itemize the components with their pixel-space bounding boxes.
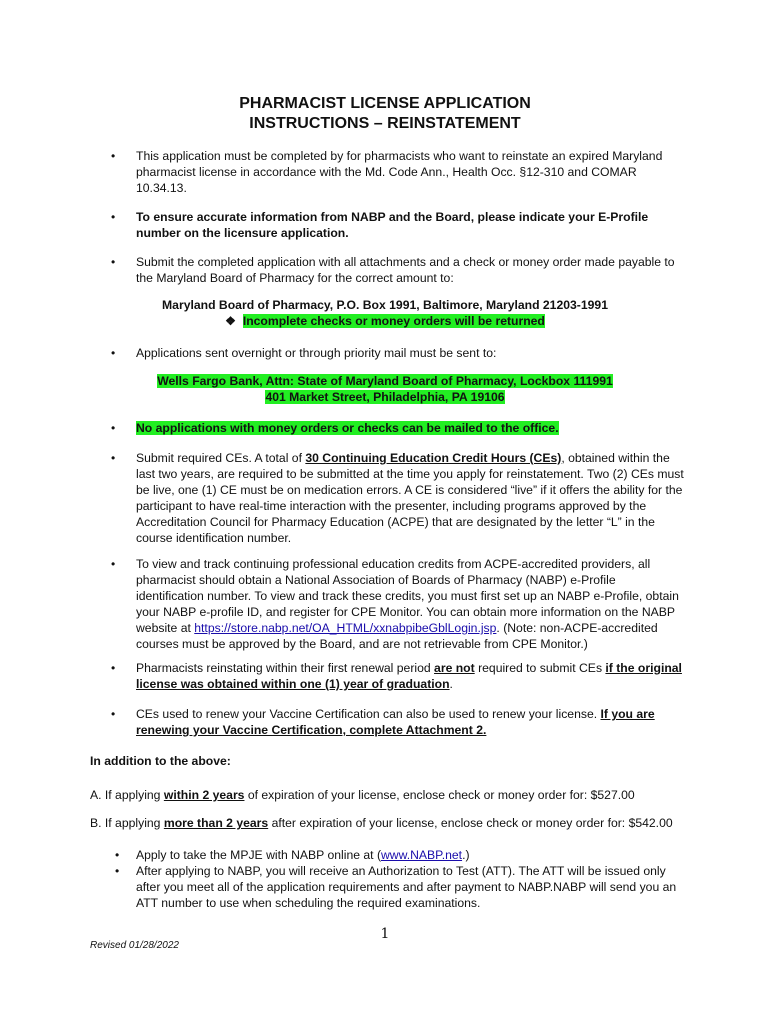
diamond-bullet-icon: ❖ [225, 314, 237, 328]
page-title [0, 94, 770, 134]
incomplete-warning [0, 313, 770, 329]
mpje-text-end: .) [462, 848, 470, 862]
bullet-marker: • [115, 848, 120, 862]
first-renewal-text-start: Pharmacists reinstating within their first renewal period [136, 661, 435, 675]
no-office-mail-text: No applications with money orders or checks can be mailed to the office. [136, 421, 559, 435]
page-number: 1 [380, 926, 390, 942]
bullet-marker: • [111, 346, 116, 360]
lockbox-address-line-2: 401 Market Street, Philadelphia, PA 19106 [265, 390, 505, 404]
option-a-within-2-years [90, 787, 690, 803]
first-renewal-text-mid: required to submit CEs [474, 661, 606, 675]
bullet-marker: • [111, 557, 116, 571]
instruction-first-renewal [136, 660, 686, 692]
within-2-years-emphasis: within 2 years [163, 788, 245, 802]
bullet-marker: • [111, 210, 116, 224]
instruction-no-office-mail [136, 420, 686, 436]
bullet-marker: • [111, 255, 116, 269]
instruction-expired-license: This application must be completed by for pharmacists who want to reinstate an expired Maryland pharmacist license in accordance with the Md. Code Ann., Health Occ. §12-310 and COMAR 10.34.13. [136, 149, 663, 195]
bullet-marker: • [115, 864, 120, 878]
nabp-store-link[interactable]: https://store.nabp.net/OA_HTML/xxnabpibeGblLogin.jsp [194, 621, 497, 635]
title-line-2: INSTRUCTIONS – REINSTATEMENT [249, 115, 521, 132]
more-than-2-years-emphasis: more than 2 years [163, 816, 269, 830]
instruction-overnight-mail: Applications sent overnight or through priority mail must be sent to: [136, 346, 497, 360]
in-addition-heading: In addition to the above: [90, 754, 231, 768]
first-renewal-text-end: . [449, 677, 453, 691]
revised-date: Revised 01/28/2022 [90, 940, 179, 951]
lockbox-address-line-1: Wells Fargo Bank, Attn: State of Maryland Board of Pharmacy, Lockbox 111991 [157, 374, 613, 388]
option-a-text-start: A. If applying [90, 788, 164, 802]
mpje-instruction [136, 847, 686, 863]
ce-text-start: Submit required CEs. A total of [136, 451, 306, 465]
instruction-submit-payment: Submit the completed application with all attachments and a check or money order made payable to the Maryland Board of Pharmacy for the correct amount to: [136, 255, 675, 285]
title-line-1: PHARMACIST LICENSE APPLICATION [239, 95, 531, 112]
cpe-text-end: . (Note: non-ACPE-accredited courses must be approved by the Board, and are not retrievable from CPE Monitor.) [136, 621, 658, 651]
mpje-text-start: Apply to take the MPJE with NABP online at ( [136, 848, 381, 862]
instruction-e-profile: To ensure accurate information from NABP and the Board, please indicate your E-Profile number on the licensure application. [136, 210, 649, 240]
board-mailing-address: Maryland Board of Pharmacy, P.O. Box 1991, Baltimore, Maryland 21203-1991 [162, 298, 608, 312]
bullet-marker: • [111, 661, 116, 675]
vaccine-attachment-emphasis: If you are renewing your Vaccine Certification, complete Attachment 2. [136, 707, 655, 737]
instruction-vaccine-certification [136, 706, 686, 738]
bullet-marker: • [111, 707, 116, 721]
instruction-required-ces [136, 450, 686, 546]
cpe-text-start: To view and track continuing professional education credits from ACPE-accredited providers, all pharmacist should obtain a National Association of Boards of Pharmacy (NABP) e-Profile identification number. To view and track these credits, you must first set up an NABP e-Profile, obtain your NABP e-profile ID, and register for CPE Monitor. You can obtain more information on the NABP website at [136, 557, 679, 635]
att-instruction: After applying to NABP, you will receive an Authorization to Test (ATT). The ATT will be issued only after you meet all of the application requirements and after payment to NABP.NABP will send you an ATT number to use when scheduling the required examinations. [136, 864, 677, 910]
are-not-emphasis: are not [434, 661, 475, 675]
bullet-marker: • [111, 149, 116, 163]
vaccine-text-start: CEs used to renew your Vaccine Certification can also be used to renew your license. [136, 707, 601, 721]
ce-hours-emphasis: 30 Continuing Education Credit Hours (CEs) [305, 451, 562, 465]
incomplete-warning-text: Incomplete checks or money orders will be returned [242, 314, 545, 328]
instruction-cpe-monitor [136, 556, 686, 652]
option-a-text-end: of expiration of your license, enclose check or money order for: $527.00 [244, 788, 635, 802]
option-b-more-than-2-years [90, 815, 690, 831]
option-b-text-start: B. If applying [90, 816, 164, 830]
option-b-text-end: after expiration of your license, enclose check or money order for: $542.00 [268, 816, 673, 830]
bullet-marker: • [111, 451, 116, 465]
nabp-website-link[interactable]: www.NABP.net [381, 848, 463, 862]
bullet-marker: • [111, 421, 116, 435]
lockbox-address [0, 373, 770, 405]
graduation-condition-emphasis: if the original license was obtained within one (1) year of graduation [136, 661, 682, 691]
ce-text-end: , obtained within the last two years, are required to be submitted at the time you apply for reinstatement. Two (2) CEs must be live, one (1) CE must be on medication errors. A CE is considered “live” if it offers the ability for the participant to have real-time interaction with the presenter, including programs approved by the Accreditation Council for Pharmacy Education (ACPE) that are designated by the letter “L” in the course identification number. [136, 451, 684, 545]
